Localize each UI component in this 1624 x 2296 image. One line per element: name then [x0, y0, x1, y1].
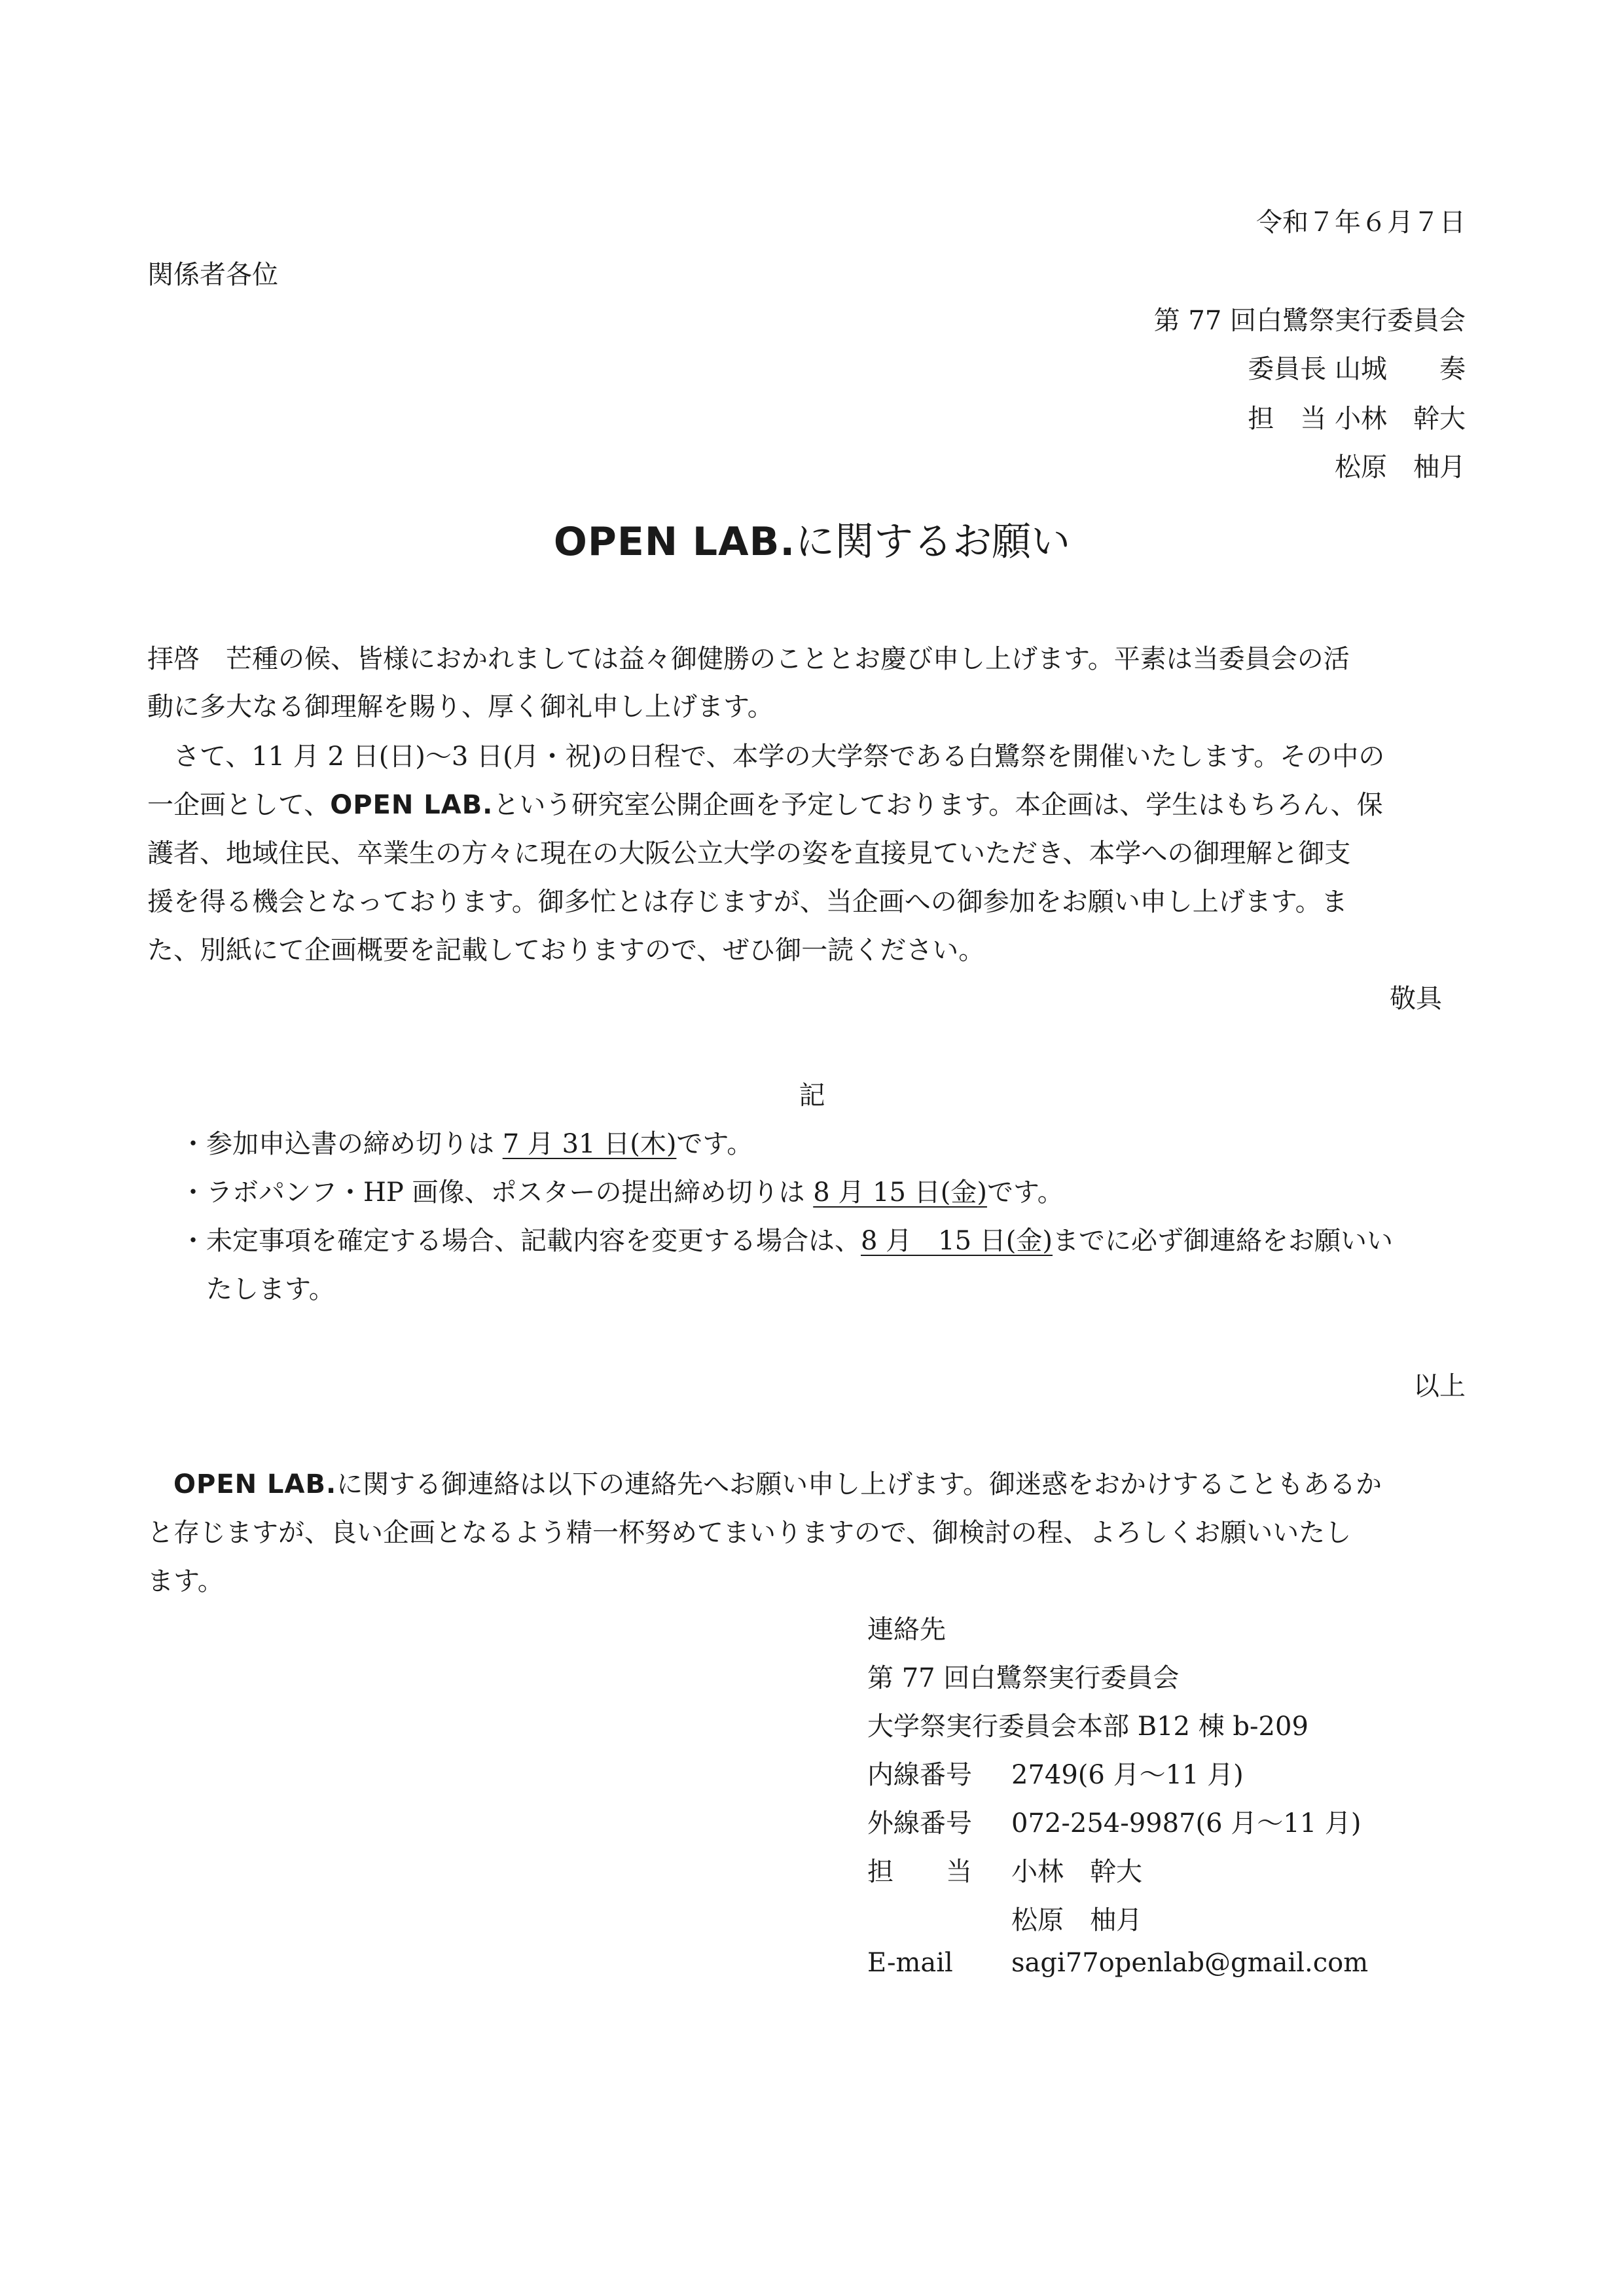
para2-line2	[147, 784, 1383, 821]
para2-line3: 護者、地域住民、卒業生の方々に現在の大阪公立大学の姿を直接見ていただき、本学への御理解と御支	[147, 838, 1351, 869]
para2-line5: た、別紙にて企画概要を記載しておりますので、ぜひ御一読ください。	[147, 935, 985, 965]
addressee: 関係者各位	[147, 260, 278, 290]
contact-office: 大学祭実行委員会本部 B12 棟 b-209	[867, 1712, 1308, 1742]
closing: 敬具	[1390, 984, 1442, 1014]
contact-para-brand: OPEN LAB.	[173, 1469, 337, 1499]
para2-line2-post: という研究室公開企画を予定しております。本企画は、学生はもちろん、保	[493, 790, 1383, 820]
para2-line1: さて、11 月 2 日(日)〜3 日(月・祝)の日程で、本学の大学祭である白鷺祭を開催いたします。その中の	[173, 742, 1385, 772]
person-1: 小林 幹大	[1011, 1857, 1142, 1887]
contact-para-line3: ます。	[147, 1566, 224, 1596]
deadline-application: 7 月 31 日(木)	[502, 1129, 677, 1159]
contact-role: 担 当	[1248, 404, 1327, 434]
email-value[interactable]: sagi77openlab@gmail.com	[1011, 1948, 1369, 1978]
note-item-3-line2: たします。	[206, 1274, 335, 1304]
sender-contact	[1248, 398, 1466, 435]
note-2-suffix: です。	[986, 1177, 1064, 1208]
title-text: に関するお願い	[795, 519, 1071, 565]
note-3-suffix: までに必ず御連絡をお願いい	[1053, 1226, 1393, 1256]
contact-org: 第 77 回白鷺祭実行委員会	[867, 1663, 1180, 1693]
sender-contact-2: 松原 柚月	[1335, 452, 1466, 482]
person-label: 担 当	[867, 1857, 972, 1887]
contact-name-1: 小林 幹大	[1335, 404, 1466, 434]
notes-end: 以上	[1413, 1371, 1466, 1401]
person-2: 松原 柚月	[1011, 1905, 1142, 1935]
contact-para-line1	[173, 1463, 1382, 1501]
note-item-3	[180, 1220, 1393, 1257]
note-item-2	[180, 1172, 1064, 1209]
para2-line4: 援を得る機会となっております。御多忙とは存じますが、当企画への御参加をお願い申し上げます。ま	[147, 887, 1348, 917]
para2-line2-pre: 一企画として、	[147, 790, 331, 820]
sender-chair	[1248, 348, 1466, 386]
outside-value: 072-254-9987(6 月〜11 月)	[1011, 1808, 1362, 1839]
deadline-changes: 8 月 15 日(金)	[861, 1226, 1053, 1256]
contact-para-line1-text: に関する御連絡は以下の連絡先へお願い申し上げます。御迷惑をおかけすることもあるか	[336, 1469, 1382, 1499]
ext-label: 内線番号	[867, 1760, 972, 1790]
para2-brand: OPEN LAB.	[330, 790, 494, 820]
note-3-text: ・未定事項を確定する場合、記載内容を変更する場合は、	[180, 1226, 861, 1256]
chair-name: 山城 奏	[1335, 354, 1466, 384]
note-1-suffix: です。	[676, 1129, 753, 1159]
note-1-text: ・参加申込書の締め切りは	[180, 1129, 503, 1159]
outside-label: 外線番号	[867, 1808, 972, 1839]
para1-line2: 動に多大なる御理解を賜り、厚く御礼申し上げます。	[147, 692, 774, 722]
deadline-materials: 8 月 15 日(金)	[813, 1177, 987, 1208]
ext-value: 2749(6 月〜11 月)	[1011, 1760, 1244, 1790]
para1-line1: 拝啓 芒種の候、皆様におかれましては益々御健勝のこととお慶び申し上げます。平素は当委員会の活	[147, 644, 1350, 674]
sender-org: 第 77 回白鷺祭実行委員会	[1153, 306, 1466, 336]
document-date: 令和７年６月７日	[1256, 207, 1466, 238]
notes-heading: 記	[799, 1081, 825, 1111]
title-brand: OPEN LAB.	[553, 519, 796, 565]
note-2-text: ・ラボパンフ・HP 画像、ポスターの提出締め切りは	[180, 1177, 814, 1208]
contact-heading: 連絡先	[867, 1615, 946, 1645]
chair-role: 委員長	[1248, 354, 1327, 384]
note-item-1	[180, 1123, 753, 1160]
contact-para-line2: と存じますが、良い企画となるよう精一杯努めてまいりますので、御検討の程、よろしくお願いいたし	[147, 1518, 1352, 1548]
email-label: E-mail	[867, 1948, 953, 1978]
page-title	[0, 511, 1624, 567]
